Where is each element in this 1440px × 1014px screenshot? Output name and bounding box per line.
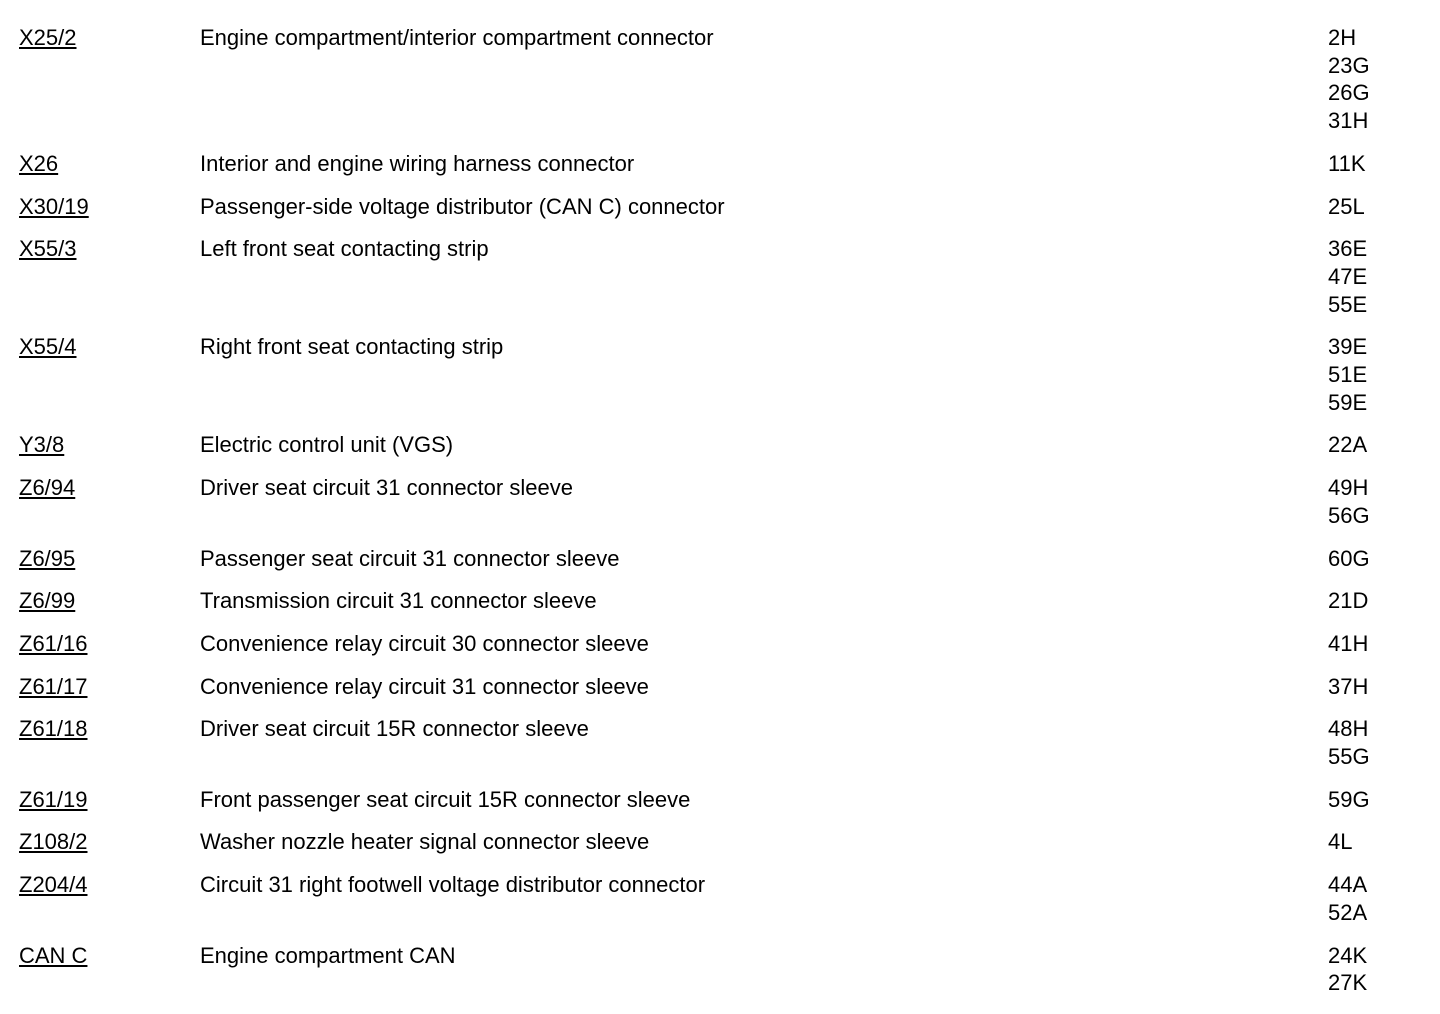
grid-reference: 59E	[1328, 389, 1368, 415]
component-code-cell	[0, 474, 200, 502]
component-code-link[interactable]: Z61/19	[19, 786, 88, 812]
grid-references	[1328, 715, 1428, 770]
component-description: Engine compartment CAN	[200, 942, 456, 968]
grid-reference: 2H	[1328, 25, 1357, 50]
component-code-link[interactable]: CAN C	[19, 942, 88, 968]
grid-references	[1328, 24, 1428, 135]
component-code-link[interactable]: Z61/16	[19, 630, 88, 656]
legend-row	[0, 333, 1440, 416]
grid-reference: 60G	[1328, 545, 1370, 571]
component-code-link[interactable]: Z204/4	[19, 872, 88, 898]
component-code-link[interactable]: Z6/94	[19, 475, 76, 501]
legend-row	[0, 828, 1440, 856]
legend-row	[0, 786, 1440, 814]
grid-reference: 31H	[1328, 108, 1369, 134]
grid-references	[1328, 871, 1428, 926]
component-code-link[interactable]: Z61/18	[19, 716, 88, 742]
component-description: Electric control unit (VGS)	[200, 432, 454, 458]
component-description: Driver seat circuit 31 connector sleeve	[200, 475, 573, 501]
component-description: Driver seat circuit 15R connector sleeve	[200, 716, 589, 742]
component-description: Engine compartment/interior compartment connector	[200, 25, 714, 50]
legend-row	[0, 715, 1440, 770]
grid-reference: 48H	[1328, 716, 1369, 742]
legend-row	[0, 235, 1440, 318]
grid-reference: 11K	[1328, 150, 1366, 176]
grid-reference: 55G	[1328, 744, 1370, 770]
component-code-link[interactable]: Z108/2	[19, 829, 88, 855]
component-code-cell	[0, 431, 200, 459]
component-code-cell	[0, 673, 200, 701]
component-code-link[interactable]: Z6/95	[19, 545, 76, 571]
component-code-cell	[0, 942, 200, 970]
legend-row	[0, 150, 1440, 178]
component-description: Left front seat contacting strip	[200, 236, 489, 262]
grid-references	[1328, 474, 1428, 529]
legend-row	[0, 630, 1440, 658]
legend-row	[0, 431, 1440, 459]
component-code-cell	[0, 828, 200, 856]
grid-reference: 44A	[1328, 872, 1368, 898]
component-code-cell	[0, 871, 200, 899]
component-code-link[interactable]: X30/19	[19, 193, 89, 219]
component-description: Passenger-side voltage distributor (CAN C) connector	[200, 193, 725, 219]
grid-reference: 21D	[1328, 588, 1369, 614]
component-description: Convenience relay circuit 30 connector sleeve	[200, 630, 649, 656]
component-code-cell	[0, 24, 200, 52]
component-code-cell	[0, 630, 200, 658]
grid-references	[1328, 333, 1428, 416]
grid-references	[1328, 193, 1428, 221]
legend-row	[0, 193, 1440, 221]
grid-reference: 41H	[1328, 630, 1369, 656]
grid-reference: 39E	[1328, 334, 1368, 360]
grid-reference: 26G	[1328, 80, 1370, 106]
grid-reference: 51E	[1328, 362, 1368, 388]
component-code-link[interactable]: Z61/17	[19, 673, 88, 699]
grid-references	[1328, 235, 1428, 318]
component-code-link[interactable]: X55/3	[19, 236, 77, 262]
legend-row	[0, 587, 1440, 615]
legend-row	[0, 871, 1440, 926]
legend-row	[0, 24, 1440, 135]
component-code-link[interactable]: Z6/99	[19, 588, 76, 614]
grid-references	[1328, 630, 1428, 658]
grid-references	[1328, 786, 1428, 814]
legend-row	[0, 545, 1440, 573]
grid-reference: 56G	[1328, 502, 1370, 528]
legend-row	[0, 673, 1440, 701]
component-code-cell	[0, 786, 200, 814]
component-description: Convenience relay circuit 31 connector sleeve	[200, 673, 649, 699]
component-description: Passenger seat circuit 31 connector sleeve	[200, 545, 620, 571]
component-code-cell	[0, 545, 200, 573]
component-code-cell	[0, 150, 200, 178]
component-description: Front passenger seat circuit 15R connector sleeve	[200, 786, 691, 812]
grid-reference: 4L	[1328, 829, 1353, 855]
grid-references	[1328, 673, 1428, 701]
grid-reference: 52A	[1328, 899, 1368, 925]
grid-references	[1328, 431, 1428, 459]
grid-reference: 59G	[1328, 786, 1370, 812]
grid-reference: 37H	[1328, 673, 1369, 699]
component-code-cell	[0, 333, 200, 361]
legend-row	[0, 942, 1440, 997]
component-code-cell	[0, 715, 200, 743]
grid-references	[1328, 828, 1428, 856]
legend-row	[0, 474, 1440, 529]
component-description: Right front seat contacting strip	[200, 334, 504, 360]
component-code-cell	[0, 193, 200, 221]
component-description: Washer nozzle heater signal connector sleeve	[200, 829, 650, 855]
grid-reference: 36E	[1328, 236, 1368, 262]
grid-reference: 23G	[1328, 52, 1370, 78]
grid-reference: 47E	[1328, 263, 1368, 289]
grid-references	[1328, 587, 1428, 615]
grid-references	[1328, 942, 1428, 997]
grid-reference: 49H	[1328, 475, 1369, 501]
grid-reference: 55E	[1328, 291, 1368, 317]
component-code-cell	[0, 235, 200, 263]
component-code-cell	[0, 587, 200, 615]
grid-reference: 27K	[1328, 970, 1368, 996]
grid-references	[1328, 545, 1428, 573]
grid-references	[1328, 150, 1428, 178]
component-description: Transmission circuit 31 connector sleeve	[200, 588, 597, 614]
component-code-link[interactable]: Y3/8	[19, 432, 65, 458]
grid-reference: 22A	[1328, 432, 1368, 458]
grid-reference: 24K	[1328, 942, 1368, 968]
component-description: Interior and engine wiring harness connector	[200, 150, 635, 176]
component-code-link[interactable]: X26	[19, 150, 59, 176]
component-code-link[interactable]: X55/4	[19, 334, 77, 360]
component-description: Circuit 31 right footwell voltage distributor connector	[200, 872, 706, 898]
component-code-link[interactable]: X25/2	[19, 25, 77, 50]
grid-reference: 25L	[1328, 193, 1365, 219]
